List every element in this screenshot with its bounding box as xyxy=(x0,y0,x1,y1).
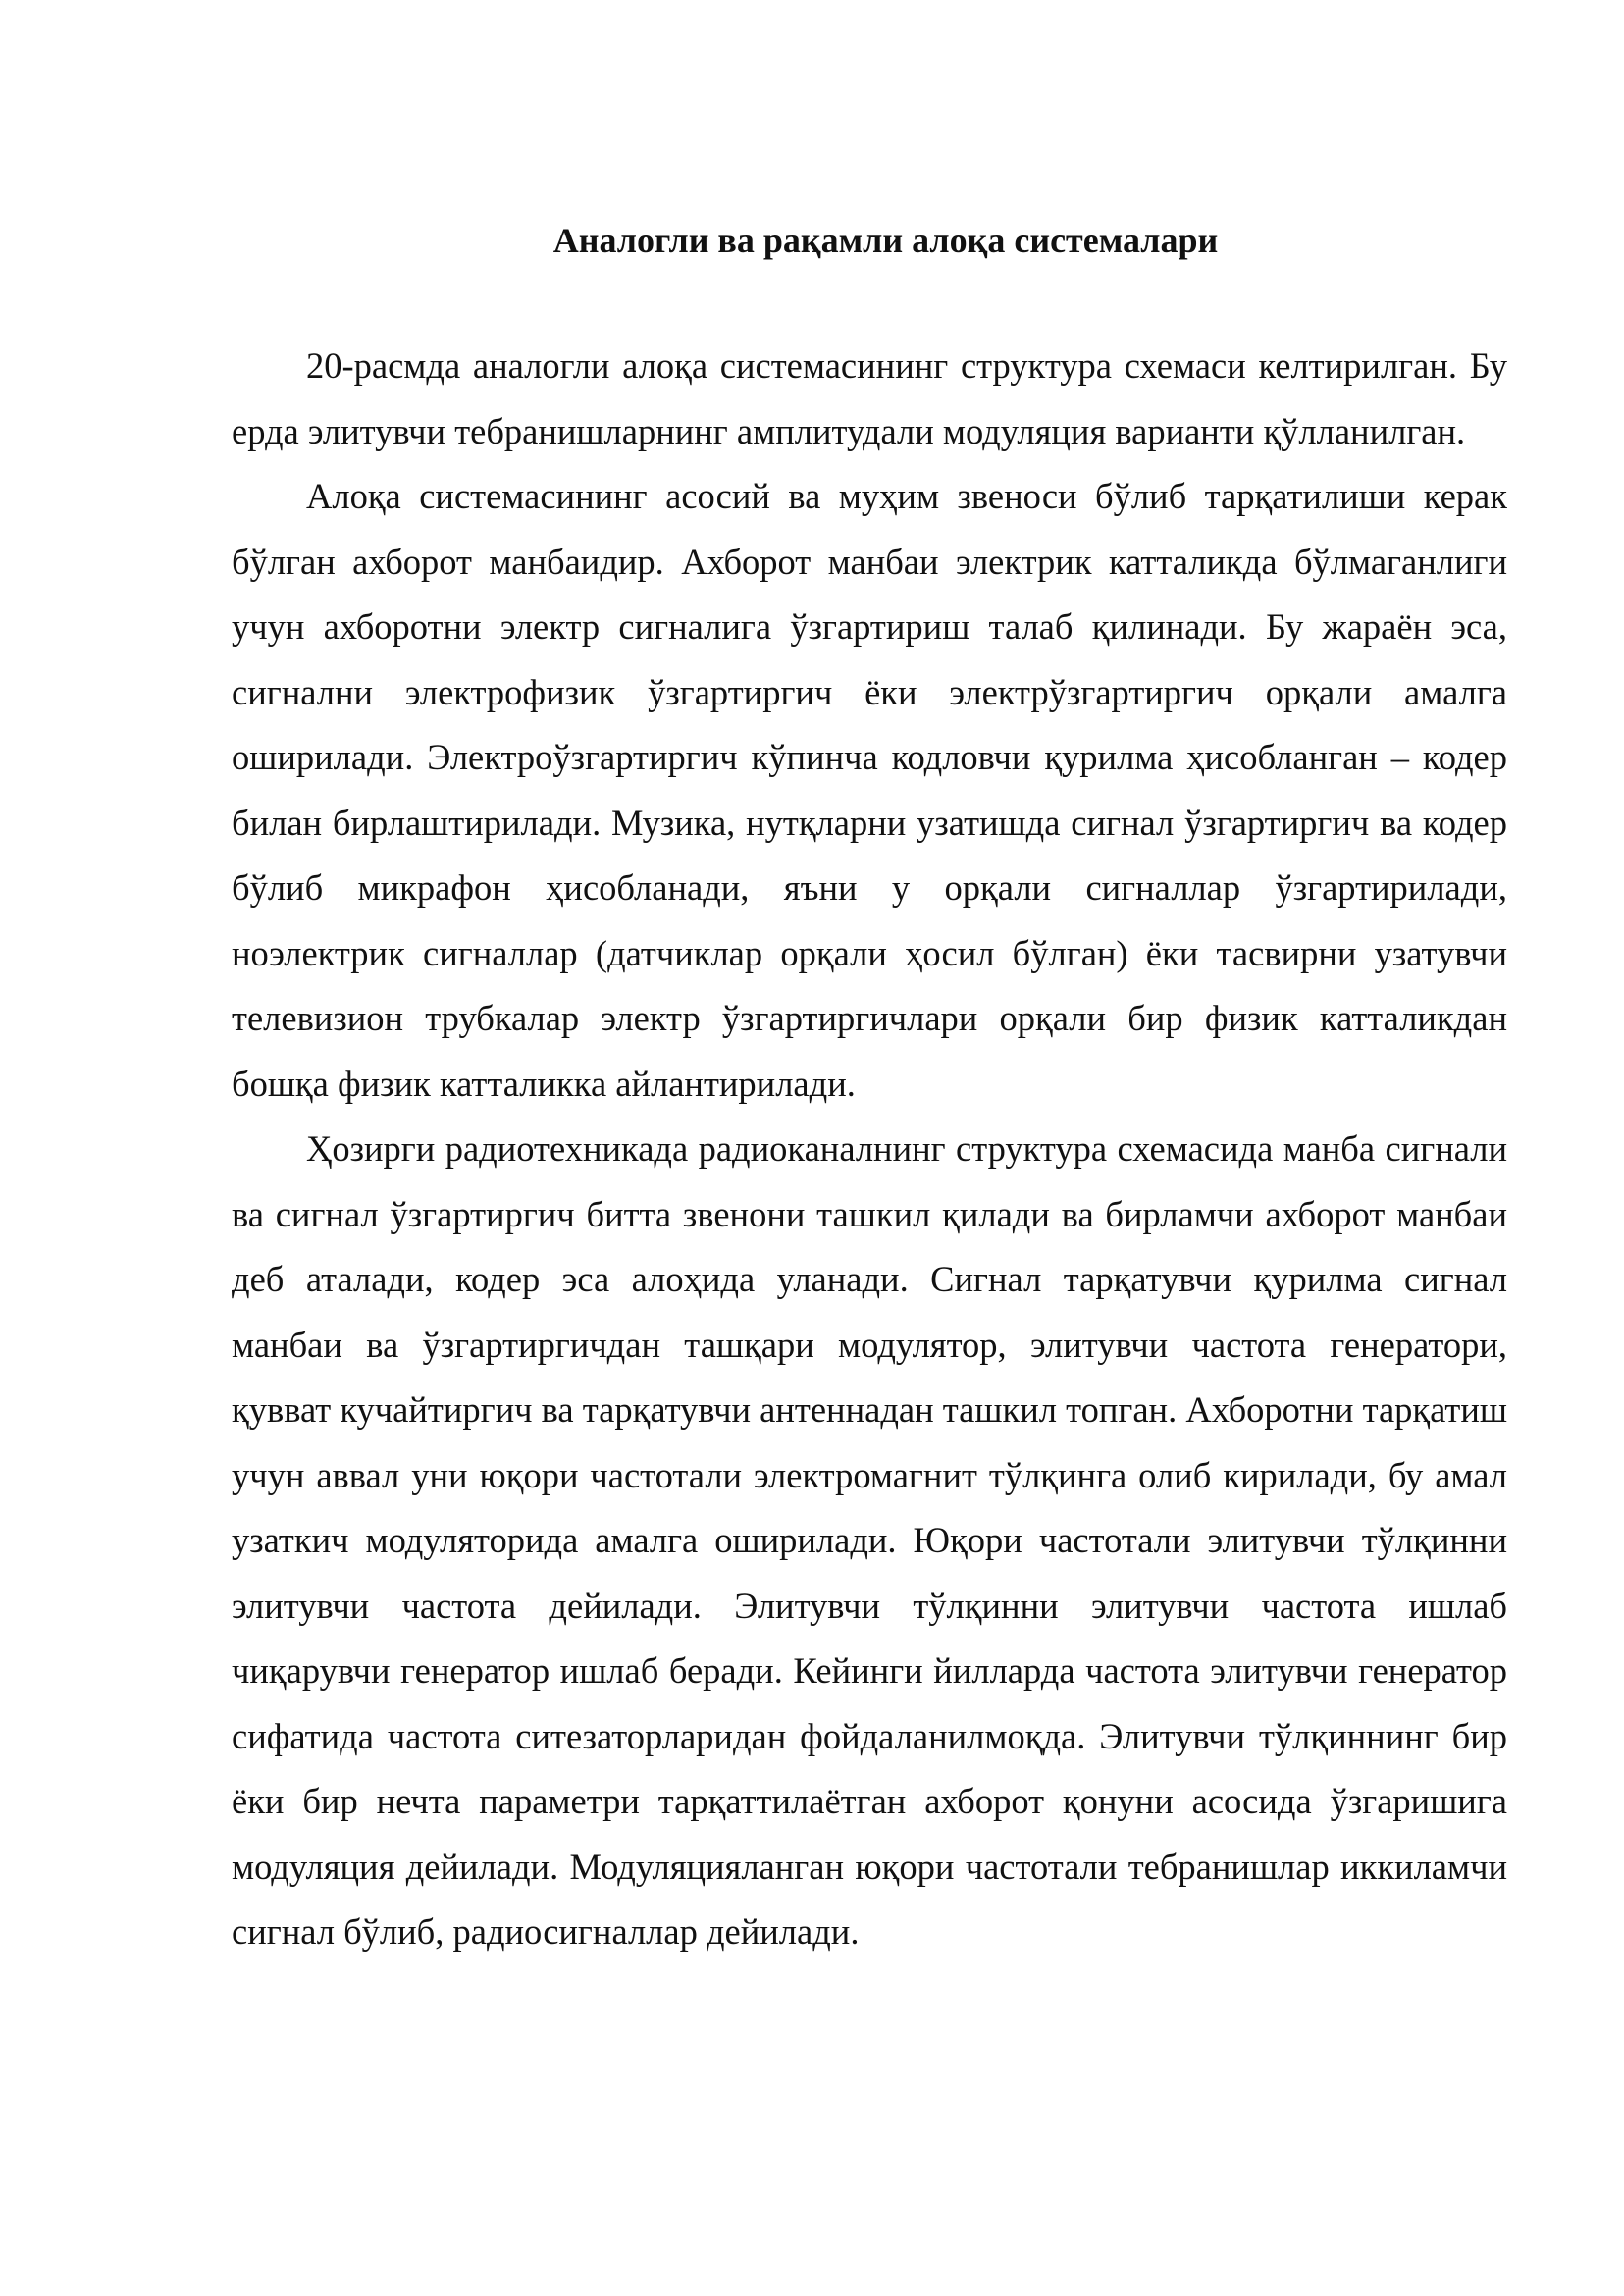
paragraph-3: Ҳозирги радиотехникада радиоканалнинг структура схемасида манба сигнали ва сигнал ўзгартиргич битта звенони ташкил қилади ва бирламчи ахборот манбаи деб аталади, кодер эса алоҳида уланади. Сигнал тарқатувчи қурилма сигнал манбаи ва ўзгартиргичдан ташқари модулятор, элитувчи частота генератори, қувват кучайтиргич ва тарқатувчи антеннадан ташкил топган. Ахборотни тарқатиш учун аввал уни юқори частотали электромагнит тўлқинга олиб кирилади, бу амал узаткич модуляторида амалга оширилади. Юқори частотали элитувчи тўлқинни элитувчи частота дейилади. Элитувчи тўлқинни элитувчи частота ишлаб чиқарувчи генератор ишлаб беради. Кейинги йилларда частота элитувчи генератор сифатида частота ситезаторларидан фойдаланилмоқда. Элитувчи тўлқиннинг бир ёки бир нечта параметри тарқаттилаётган ахборот қонуни асосида ўзгаришига модуляция дейилади. Модуляцияланган юқори частотали тебранишлар иккиламчи сигнал бўлиб, радиосигналлар дейилади. xyxy=(232,1128,1507,1952)
paragraph-1: 20-расмда аналогли алоқа системасининг структура схемаси келтирилган. Бу ерда элитувчи тебранишларнинг амплитудали модуляция варианти қўлланилган. xyxy=(232,345,1507,451)
paragraph-2: Алоқа системасининг асосий ва муҳим звеноси бўлиб тарқатилиши керак бўлган ахборот манбаидир. Ахборот манбаи электрик катталикда бўлмаганлиги учун ахборотни электр сигналига ўзгартириш талаб қилинади. Бу жараён эса, сигнални электрофизик ўзгартиргич ёки электрўзгартиргич орқали амалга оширилади. Электроўзгартиргич кўпинча кодловчи қурилма ҳисобланган – кодер билан бирлаштирилади. Музика, нутқларни узатишда сигнал ўзгартиргич ва кодер бўлиб микрафон ҳисобланади, яъни у орқали сигналлар ўзгартирилади, ноэлектрик сигналлар (датчиклар орқали ҳосил бўлган) ёки тасвирни узатувчи телевизион трубкалар электр ўзгартиргичлари орқали бир физик катталикдан бошқа физик катталикка айлантирилади. xyxy=(232,476,1507,1104)
document-body xyxy=(232,334,1507,1965)
document-title: Аналогли ва рақамли алоқа системалари xyxy=(552,221,1219,260)
